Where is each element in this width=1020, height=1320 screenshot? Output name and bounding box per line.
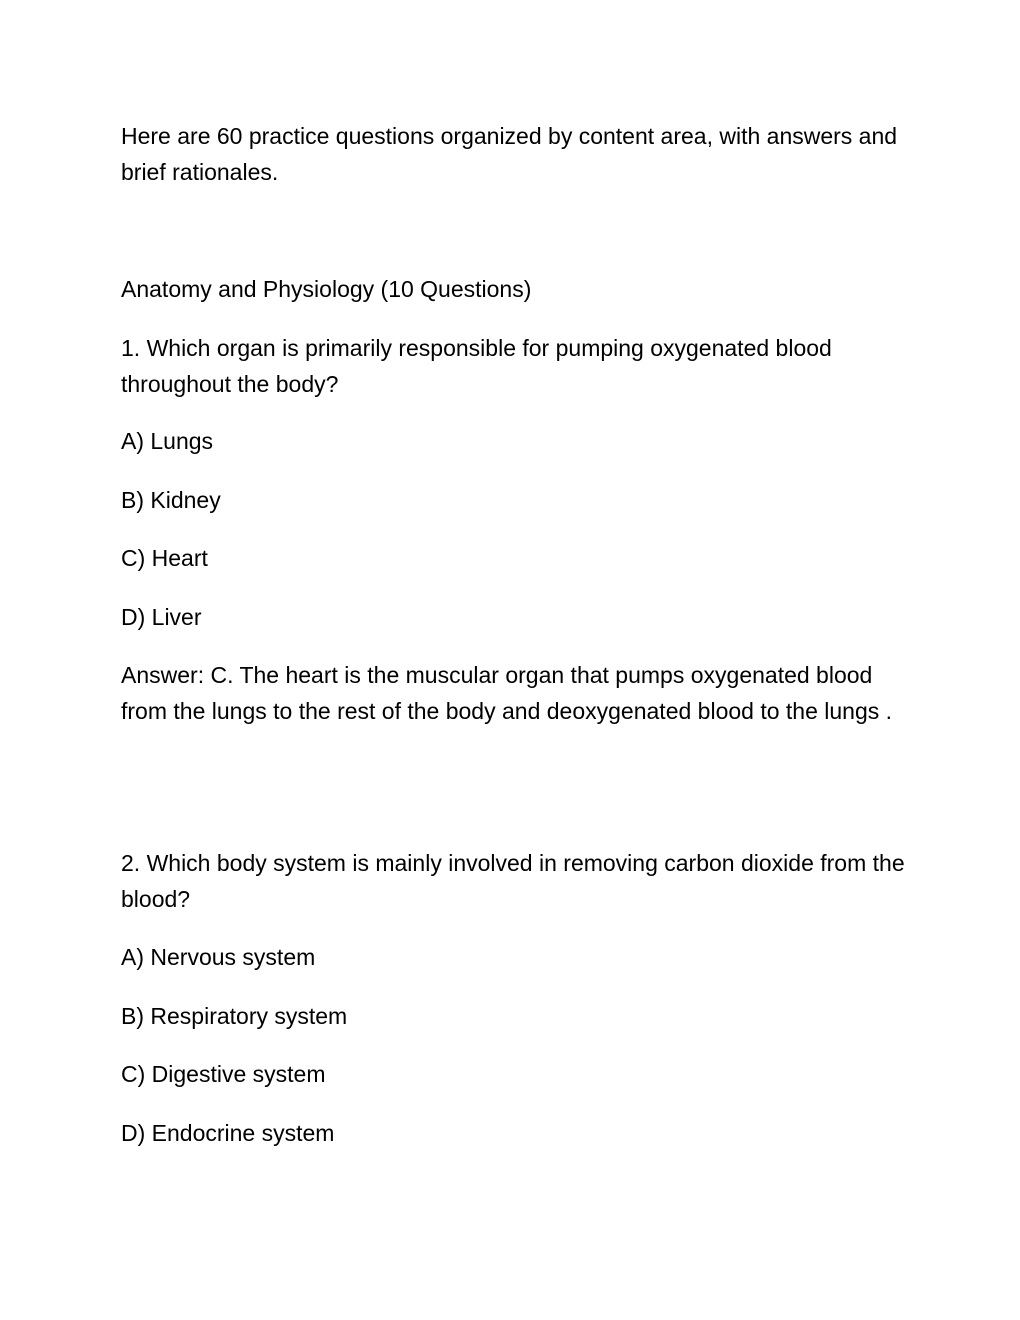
question-2-option-c: C) Digestive system (121, 1061, 326, 1087)
question-1-answer: Answer: C. The heart is the muscular organ that pumps oxygenated blood from the lungs to the rest of the body and deoxygenated blood to the lungs . (121, 662, 893, 724)
question-1-option-b: B) Kidney (121, 487, 221, 513)
question-1-prompt: 1. Which organ is primarily responsible for pumping oxygenated blood throughout the body? (121, 335, 832, 397)
section-heading: Anatomy and Physiology (10 Questions) (121, 276, 532, 302)
question-2-prompt: 2. Which body system is mainly involved in removing carbon dioxide from the blood? (121, 850, 905, 912)
question-1-option-a: A) Lungs (121, 428, 214, 454)
intro-paragraph: Here are 60 practice questions organized by content area, with answers and brief rationales. (121, 123, 898, 185)
question-2-option-d: D) Endocrine system (121, 1120, 335, 1146)
question-1-option-c: C) Heart (121, 545, 208, 571)
question-2-option-a: A) Nervous system (121, 944, 316, 970)
question-1-option-d: D) Liver (121, 604, 202, 630)
question-2-option-b: B) Respiratory system (121, 1003, 348, 1029)
